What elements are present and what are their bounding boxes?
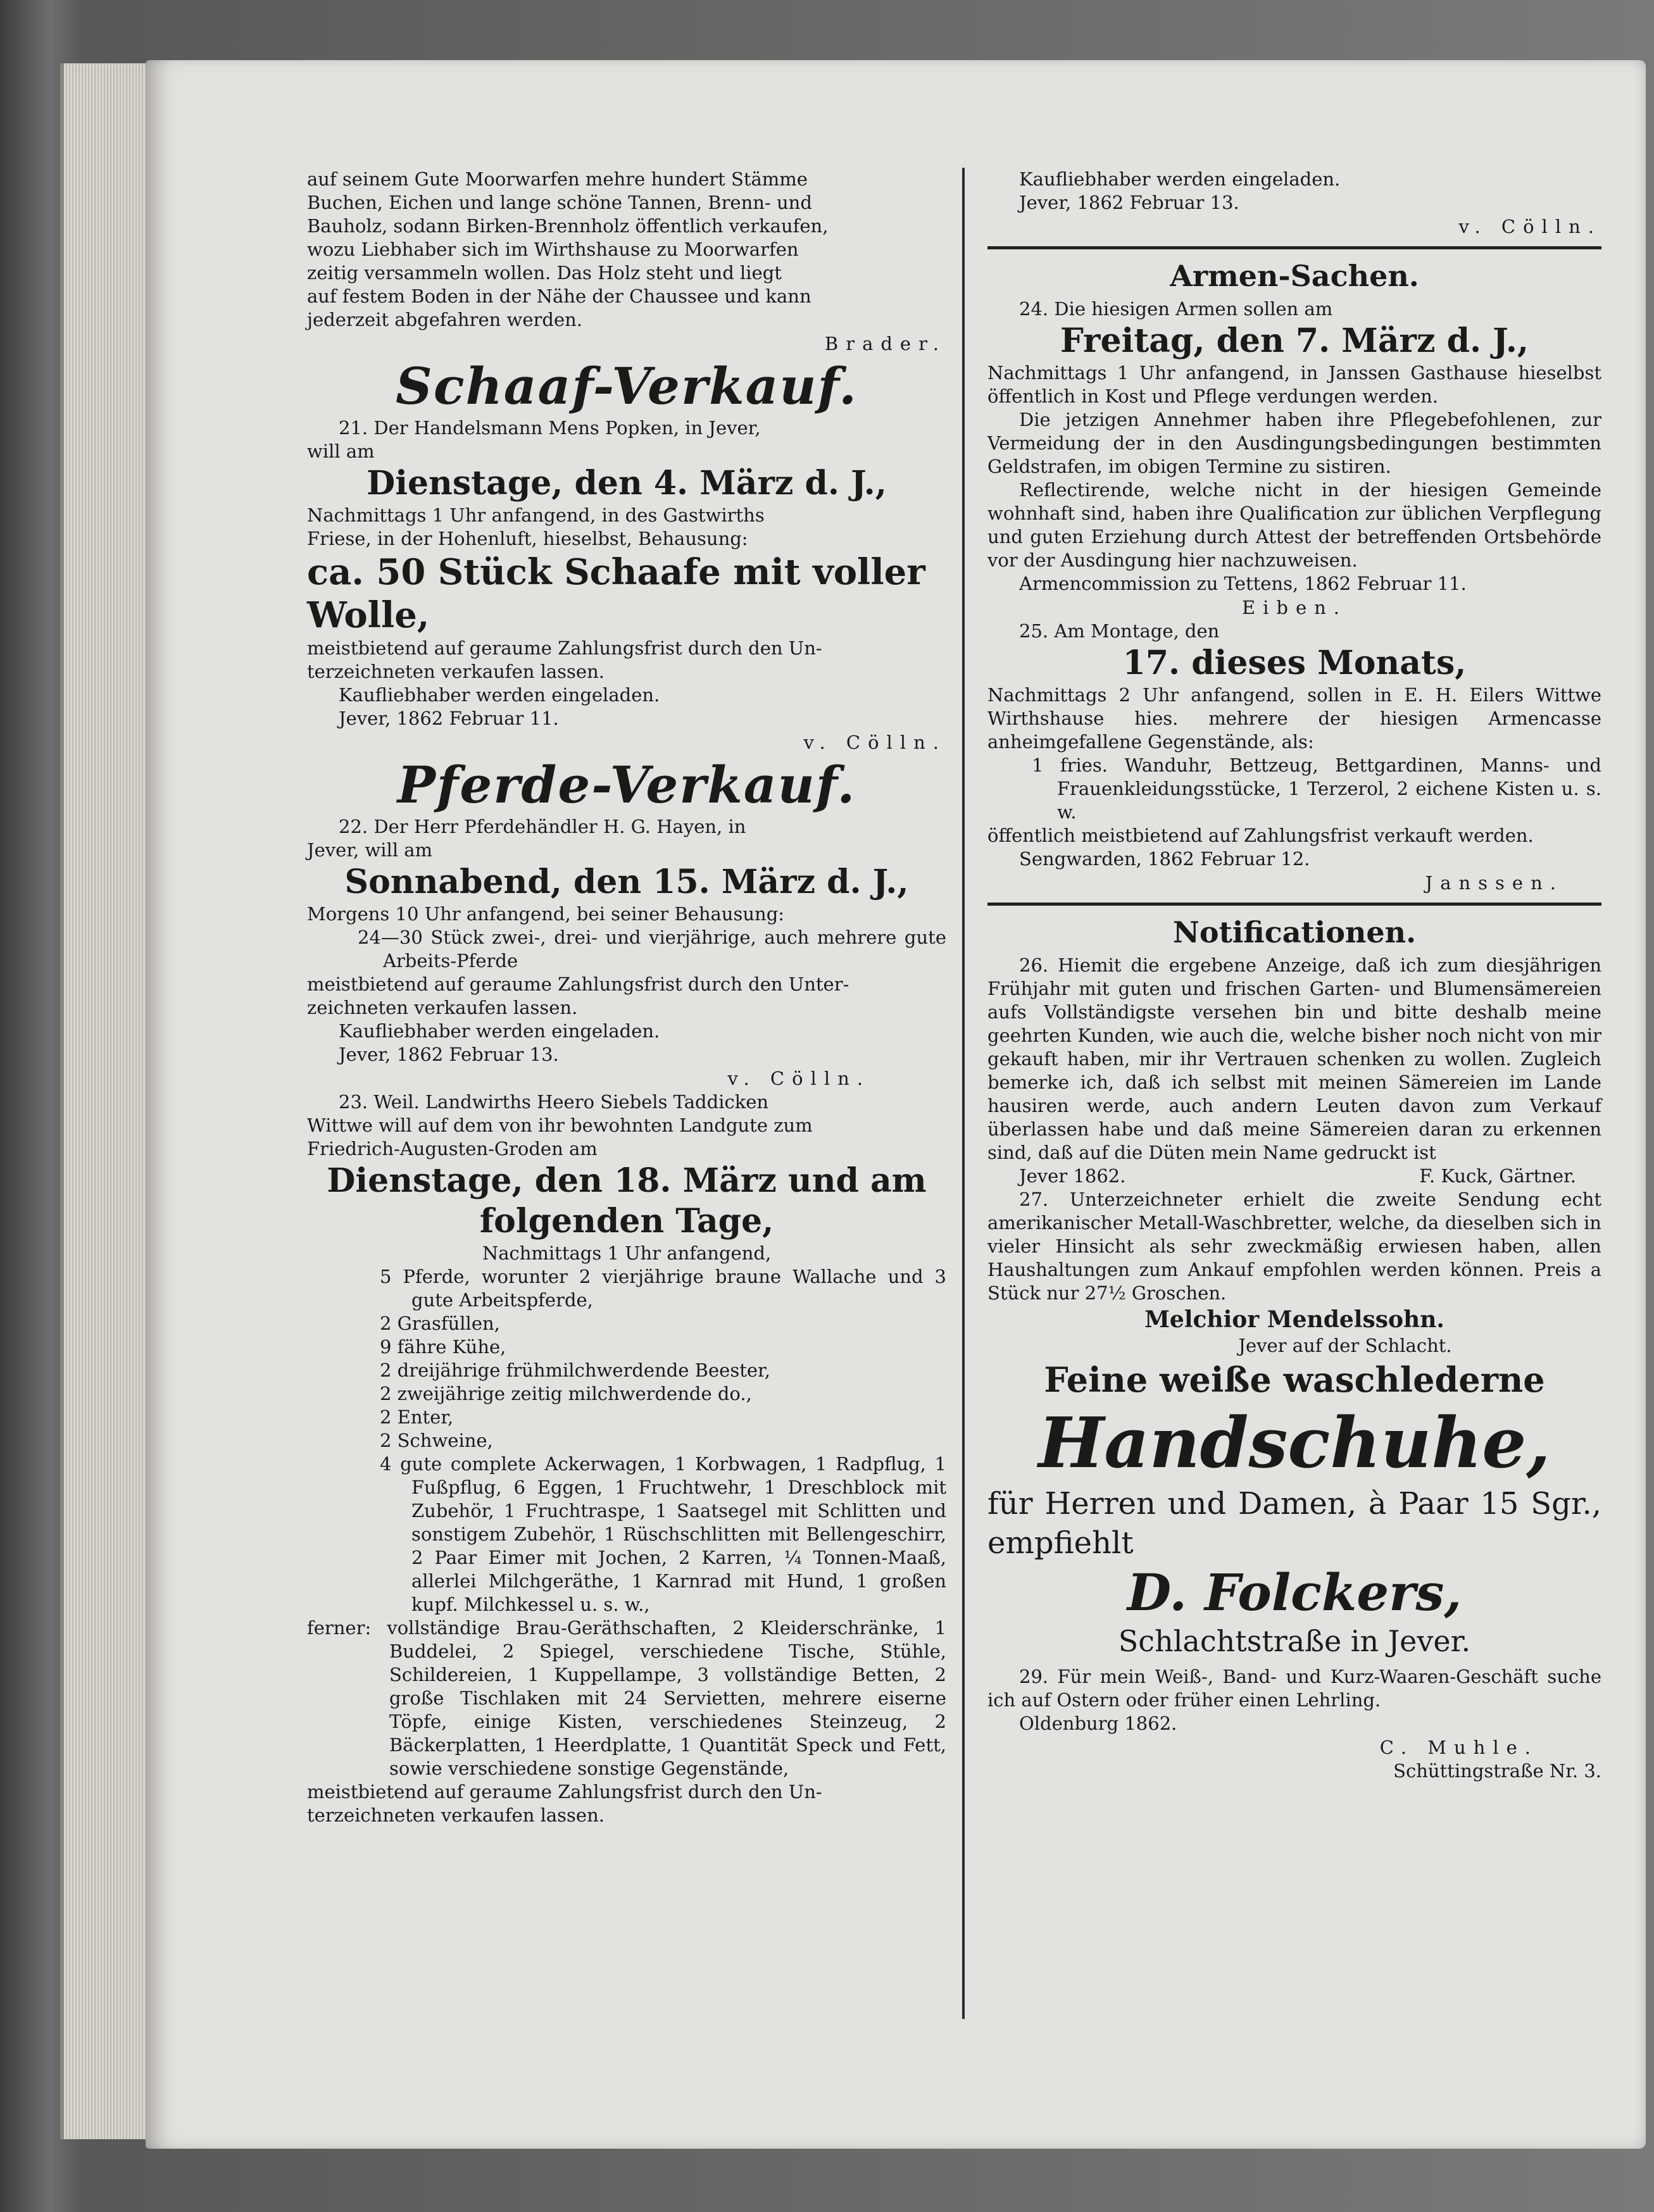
folckers-address: Schlachtstraße in Jever. (1118, 1624, 1471, 1658)
ad24-body2: Die jetzigen Annehmer haben ihre Pflegebefohlenen, zur Vermeidung der in den Ausdingungsbedingungen bestimmten Geldstrafen, im obigen Termine zu sistiren. (987, 409, 1601, 477)
ad21-mid-line: Nachmittags 1 Uhr anfangend, in des Gastwirths (307, 504, 765, 526)
ad25-place: Sengwarden, 1862 Februar 12. (1019, 848, 1310, 870)
ad23-date: Dienstage, den 18. März und am folgenden Tage, (327, 1161, 927, 1240)
ad26-place: Jever 1862. (1019, 1165, 1126, 1187)
ad21-end-line: Kaufliebhaber werden eingeladen. (339, 684, 660, 706)
ad23-item: 2 Schweine, (380, 1430, 493, 1451)
ad25-date: 17. dieses Monats, (1122, 644, 1467, 682)
ad25-intro: 25. Am Montage, den (1019, 620, 1220, 642)
ad29-body: 29. Für mein Weiß-, Band- und Kurz-Waaren-Geschäft suche ich auf Ostern oder früher einen Lehrling. (987, 1666, 1601, 1711)
ad24-date: Freitag, den 7. März d. J., (1060, 322, 1529, 360)
book-page-edges (60, 63, 155, 2139)
ad23-item: 2 Grasfüllen, (380, 1313, 500, 1334)
top-line: Jever, 1862 Februar 13. (1019, 192, 1239, 213)
ad23-items (307, 1265, 946, 1616)
ad21-line: will am (307, 441, 375, 462)
ad21-mid-line: Friese, in der Hohenluft, hieselbst, Behausung: (307, 528, 748, 549)
folckers-name: D. Folckers, (1127, 1563, 1462, 1622)
intro-line: auf seinem Gute Moorwarfen mehre hundert Stämme (307, 168, 808, 190)
ad23-item: 5 Pferde, worunter 2 vierjährige braune Wallache und 3 gute Arbeitspferde, (380, 1266, 946, 1311)
top-line: Kaufliebhaber werden eingeladen. (1019, 168, 1341, 190)
ad26-body: 26. Hiemit die ergebene Anzeige, daß ich zum diesjährigen Frühjahr mit guten und frischen Garten- und Blumensämereien aufs Vollständigste versehen bin und bitte deshalb meine geehrten Kunden, wie auch die, welche bisher noch nicht von mir gekauft haben, mir ihr Vertrauen schenken zu wollen. Zugleich bemerke ich, daß ich selbst mit meinen Sämereien im Lande hausiren werde, auch andern Leuten davon zum Verkauf überlassen habe und daß meine Sämereien daran zu erkennen sind, daß auf die Düten mein Name gedruckt ist (987, 954, 1601, 1163)
ad21-end-line: Jever, 1862 Februar 11. (339, 708, 559, 729)
schaaf-verkauf-heading: Schaaf-Verkauf. (396, 356, 858, 416)
intro-line: zeitig versammeln wollen. Das Holz steht und liegt (307, 262, 782, 284)
ad22-end-line: meistbietend auf geraume Zahlungsfrist durch den Unter- (307, 973, 849, 995)
ad23-item: 2 zweijährige zeitig milchwerdende do., (380, 1383, 752, 1404)
ad22-line: 22. Der Herr Pferdehändler H. G. Hayen, in (339, 816, 746, 837)
ad22-end-line: zeichneten verkaufen lassen. (307, 997, 578, 1018)
ad23-item: 2 dreijährige frühmilchwerdende Beester, (380, 1359, 770, 1381)
ad23-time: Nachmittags 1 Uhr anfangend, (482, 1242, 772, 1264)
ad21-signature: v. Cölln. (803, 732, 946, 753)
ad29-address: Schüttingstraße Nr. 3. (1393, 1760, 1601, 1782)
ad24-intro: 24. Die hiesigen Armen sollen am (1019, 298, 1333, 320)
ad25-body: Nachmittags 2 Uhr anfangend, sollen in E. H. Eilers Wittwe Wirthshause hies. mehrere der hiesigen Armencasse anheimgefallene Gegenstände, als: (987, 684, 1601, 753)
ad22-date: Sonnabend, den 15. März d. J., (344, 863, 909, 901)
ad21-line: 21. Der Handelsmann Mens Popken, in Jever, (339, 417, 761, 439)
ad29-signature: C. Muhle. (1379, 1737, 1538, 1758)
ad23-ferner-block (307, 1616, 946, 1780)
ad23-item: 9 fähre Kühe, (380, 1336, 506, 1358)
ad23-ferner: ferner: vollständige Brau-Geräthschaften, 2 Kleiderschränke, 1 Buddelei, 2 Spiegel, verschiedene Tische, Stühle, Schildereien, 1 Kuppellampe, 3 vollständige Betten, 2 große Tischlaken mit 24 Servietten, mehrere eiserne Töpfe, einige Kisten, verschiedenes Steinzeug, 2 Bäckerplatten, 1 Heerdplatte, 1 Quantität Speck und Fett, sowie verschiedene sonstige Gegenstände, (307, 1617, 946, 1779)
ad23-end-line: meistbietend auf geraume Zahlungsfrist durch den Un- (307, 1781, 822, 1803)
ad23-item: 2 Enter, (380, 1406, 454, 1428)
top-signature: v. Cölln. (1458, 216, 1601, 237)
ad23-line: Friedrich-Augusten-Groden am (307, 1138, 598, 1159)
intro-line: Buchen, Eichen und lange schöne Tannen, Brenn- und (307, 192, 812, 213)
ad22-mid: Morgens 10 Uhr anfangend, bei seiner Behausung: (307, 903, 785, 925)
column-divider (962, 168, 965, 2019)
ad25-list-block (987, 754, 1601, 824)
notificationen-heading: Notificationen. (1172, 915, 1417, 949)
section-rule (987, 903, 1601, 906)
intro-notice (307, 168, 946, 356)
ad22-end-line: Kaufliebhaber werden eingeladen. (339, 1020, 660, 1042)
ad22-list (307, 926, 946, 973)
ad25-end: öffentlich meistbietend auf Zahlungsfrist verkauft werden. (987, 825, 1534, 846)
right-column (987, 168, 1601, 1783)
ad24-place: Armencommission zu Tettens, 1862 Februar 11. (1019, 573, 1467, 594)
ad23-end-line: terzeichneten verkaufen lassen. (307, 1804, 605, 1826)
intro-line: auf festem Boden in der Nähe der Chaussee und kann (307, 285, 811, 307)
ad21-end-line: terzeichneten verkaufen lassen. (307, 661, 605, 682)
ad27-address: Jever auf der Schlacht. (1238, 1335, 1452, 1356)
ad22-end-line: Jever, 1862 Februar 13. (339, 1044, 559, 1065)
ad21-headline: ca. 50 Stück Schaafe mit voller Wolle, (307, 551, 925, 636)
gloves-ad-title: Handschuhe, (1038, 1402, 1551, 1484)
section-rule (987, 246, 1601, 249)
ad25-signature: Janssen. (1425, 872, 1563, 894)
ad21-end-line: meistbietend auf geraume Zahlungsfrist durch den Un- (307, 637, 822, 659)
ad26-signature: F. Kuck, Gärtner. (1419, 1165, 1576, 1187)
ad24-body3: Reflectirende, welche nicht in der hiesigen Gemeinde wohnhaft sind, haben ihre Qualification zur üblichen Verpflegung und guten Erziehung durch Attest der betreffenden Ortsbehörde vor der Ausdingung hier nachzuweisen. (987, 479, 1601, 571)
ad24-body: Nachmittags 1 Uhr anfangend, in Janssen Gasthause hieselbst öffentlich in Kost und Pflege verdungen werden. (987, 362, 1601, 407)
ad27-body: 27. Unterzeichneter erhielt die zweite Sendung echt amerikanischer Metall-Waschbretter, welche, da dieselben sich in vieler Hinsicht als sehr zweckmäßig erwiesen haben, allen Haushaltungen zum Ankauf empfohlen werden können. Preis a Stück nur 27½ Groschen. (987, 1189, 1601, 1304)
intro-line: Bauholz, sodann Birken-Brennholz öffentlich verkaufen, (307, 215, 829, 237)
ad23-line: 23. Weil. Landwirths Heero Siebels Taddicken (339, 1091, 769, 1113)
ad26-footer (987, 1165, 1601, 1188)
ad22-list-item: 24—30 Stück zwei-, drei- und vierjährige, auch mehrere gute Arbeits-Pferde (358, 927, 946, 972)
ad24-signature: Eiben. (1241, 597, 1348, 618)
ad27-signature: Melchior Mendelssohn. (1144, 1306, 1444, 1333)
gloves-ad-line1: Feine weiße waschlederne (1044, 1359, 1545, 1400)
ad22-signature: v. Cölln. (727, 1068, 870, 1089)
ad25-list: 1 fries. Wanduhr, Bettzeug, Bettgardinen, Manns- und Frauenkleidungsstücke, 1 Terzerol, 2 eichene Kisten u. s. w. (1032, 754, 1601, 823)
intro-line: wozu Liebhaber sich im Wirthshause zu Moorwarfen (307, 239, 799, 260)
left-column (307, 168, 946, 1827)
gloves-ad-line2: für Herren und Damen, à Paar 15 Sgr., empfiehlt (987, 1486, 1601, 1561)
ad23-line: Wittwe will auf dem von ihr bewohnten Landgute zum (307, 1115, 813, 1136)
ad23-item: 4 gute complete Ackerwagen, 1 Korbwagen, 1 Radpflug, 1 Fußpflug, 6 Eggen, 1 Fruchtwehr, 1 Dreschblock mit Zubehör, 1 Fruchtraspe, 1 Saatsegel mit Schlitten und sonstigem Zubehör, 1 Rüschschlitten mit Bellengeschirr, 2 Paar Eimer mit Jochen, 2 Karren, ¼ Tonnen-Maaß, allerlei Milchgeräthe, 1 Karnrad mit Hund, 1 großen kupf. Milchkessel u. s. w., (380, 1453, 946, 1615)
intro-signature: Brader. (824, 333, 946, 354)
ad29-place: Oldenburg 1862. (1019, 1713, 1177, 1734)
armen-sachen-heading: Armen-Sachen. (1170, 259, 1419, 293)
pferde-verkauf-heading: Pferde-Verkauf. (397, 755, 856, 815)
ad22-line: Jever, will am (307, 839, 433, 861)
intro-line: jederzeit abgefahren werden. (307, 309, 582, 330)
ad21-date: Dienstage, den 4. März d. J., (367, 464, 887, 503)
